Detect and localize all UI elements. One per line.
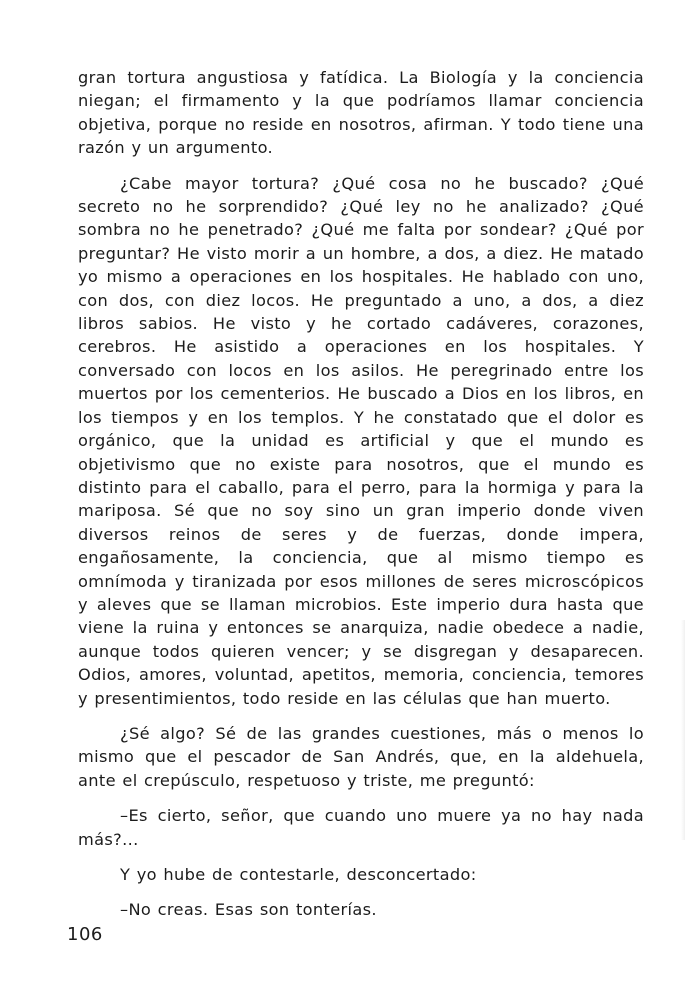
dialogue-line-fisherman: –Es cierto, señor, que cuando uno muere ya no hay nada más?... <box>78 806 644 849</box>
paragraph-reply-intro: Y yo hube de contestarle, desconcertado: <box>120 865 477 884</box>
page-number: 106 <box>67 924 103 945</box>
body-text <box>78 66 644 922</box>
paragraph-continuation: gran tortura angustiosa y fatídica. La Biología y la conciencia niegan; el firmamento y la que podríamos llamar conciencia objetiva, porque no reside en nosotros, afirman. Y todo tiene una razón y un argumento. <box>78 68 644 158</box>
paragraph-question: ¿Sé algo? Sé de las grandes cuestiones, más o menos lo mismo que el pescador de San Andrés, que, en la aldehuela, ante el crepúsculo, respetuoso y triste, me preguntó: <box>78 723 644 790</box>
paragraph-main: ¿Cabe mayor tortura? ¿Qué cosa no he buscado? ¿Qué secreto no he sorprendido? ¿Qué ley no he analizado? ¿Qué sombra no he penetrado? ¿Qué me falta por sondear? ¿Qué por preguntar? He visto morir a un hombre, a dos, a diez. He matado yo mismo a operaciones en los hospitales. He hablado con uno, con dos, con diez locos. He preguntado a uno, a dos, a diez libros sabios. He visto y he cortado cadáveres, corazones, cerebros. He asistido a operaciones en los hospitales. Y conversado con locos en los asilos. He peregrinado entre los muertos por los cementerios. He buscado a Dios en los libros, en los tiempos y en los templos. Y he constatado que el dolor es orgánico, que la unidad es artificial y que el mundo es objetivismo que no existe para nosotros, que el mundo es distinto para el caballo, para el perro, para la hormiga y para la mariposa. Sé que no soy sino un gran imperio donde viven diversos reinos de seres y de fuerzas, donde impera, engañosamente, la conciencia, que al mismo tiempo es omnímoda y tiranizada por esos millones de seres microscópicos y aleves que se llaman microbios. Este imperio dura hasta que viene la ruina y entonces se anarquiza, nadie obedece a nadie, aunque todos quieren vencer; y se disgregan y desaparecen. Odios, amores, voluntad, apetitos, memoria, conciencia, temores y presentimientos, todo reside en las células que han muerto. <box>78 173 644 708</box>
dialogue-line-reply: –No creas. Esas son tonterías. <box>120 900 377 920</box>
scan-edge-shadow <box>681 620 685 840</box>
